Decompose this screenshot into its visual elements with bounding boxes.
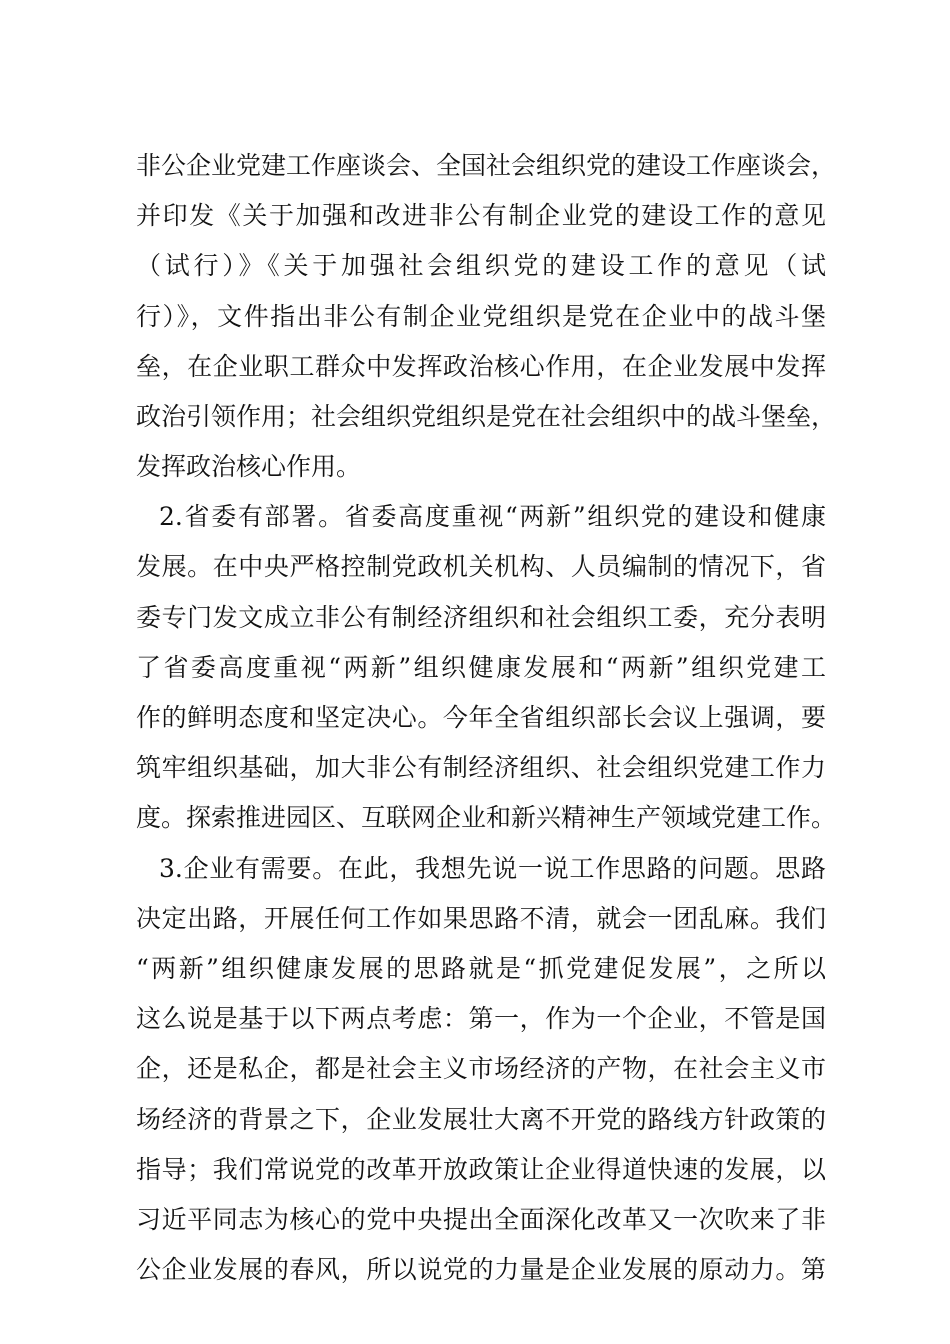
text-line: 垒，在企业职工群众中发挥政治核心作用，在企业发展中发挥 (136, 352, 826, 381)
text-line: 企，还是私企，都是社会主义市场经济的产物，在社会主义市 (136, 1054, 826, 1083)
text-line: 发展。在中央严格控制党政机关机构、人员编制的情况下，省 (136, 552, 826, 581)
text-line: 这么说是基于以下两点考虑：第一，作为一个企业，不管是国 (136, 1004, 826, 1033)
text-line: 习近平同志为核心的党中央提出全面深化改革又一次吹来了非 (136, 1205, 826, 1234)
text-line: 政治引领作用；社会组织党组织是党在社会组织中的战斗堡垒， (136, 402, 837, 431)
text-line: 指导；我们常说党的改革开放政策让企业得道快速的发展，以 (136, 1155, 826, 1184)
text-line: 2.省委有部署。省委高度重视“两新”组织党的建设和健康 (159, 502, 826, 531)
text-line: 度。探索推进园区、互联网企业和新兴精神生产领域党建工作。 (136, 803, 837, 832)
text-line: 了省委高度重视“两新”组织健康发展和“两新”组织党建工 (136, 653, 826, 682)
text-line: 决定出路，开展任何工作如果思路不清，就会一团乱麻。我们 (136, 904, 826, 933)
text-line: 行）》，文件指出非公有制企业党组织是党在企业中的战斗堡 (136, 302, 826, 331)
text-line: 发挥政治核心作用。 (136, 452, 362, 481)
text-line: 并印发《关于加强和改进非公有制企业党的建设工作的意见 (136, 201, 826, 230)
text-line: （试行）》《关于加强社会组织党的建设工作的意见（试 (136, 251, 826, 280)
text-line: 公企业发展的春风，所以说党的力量是企业发展的原动力。第 (136, 1255, 826, 1284)
text-line: 委专门发文成立非公有制经济组织和社会组织工委，充分表明 (136, 603, 826, 632)
text-line: 筑牢组织基础，加大非公有制经济组织、社会组织党建工作力 (136, 753, 826, 782)
text-line: “两新”组织健康发展的思路就是“抓党建促发展”，之所以 (136, 954, 826, 983)
text-line: 场经济的背景之下，企业发展壮大离不开党的路线方针政策的 (136, 1105, 826, 1134)
text-line: 3.企业有需要。在此，我想先说一说工作思路的问题。思路 (159, 854, 826, 883)
text-line: 非公企业党建工作座谈会、全国社会组织党的建设工作座谈会， (136, 151, 837, 180)
text-line: 作的鲜明态度和坚定决心。今年全省组织部长会议上强调，要 (136, 703, 826, 732)
